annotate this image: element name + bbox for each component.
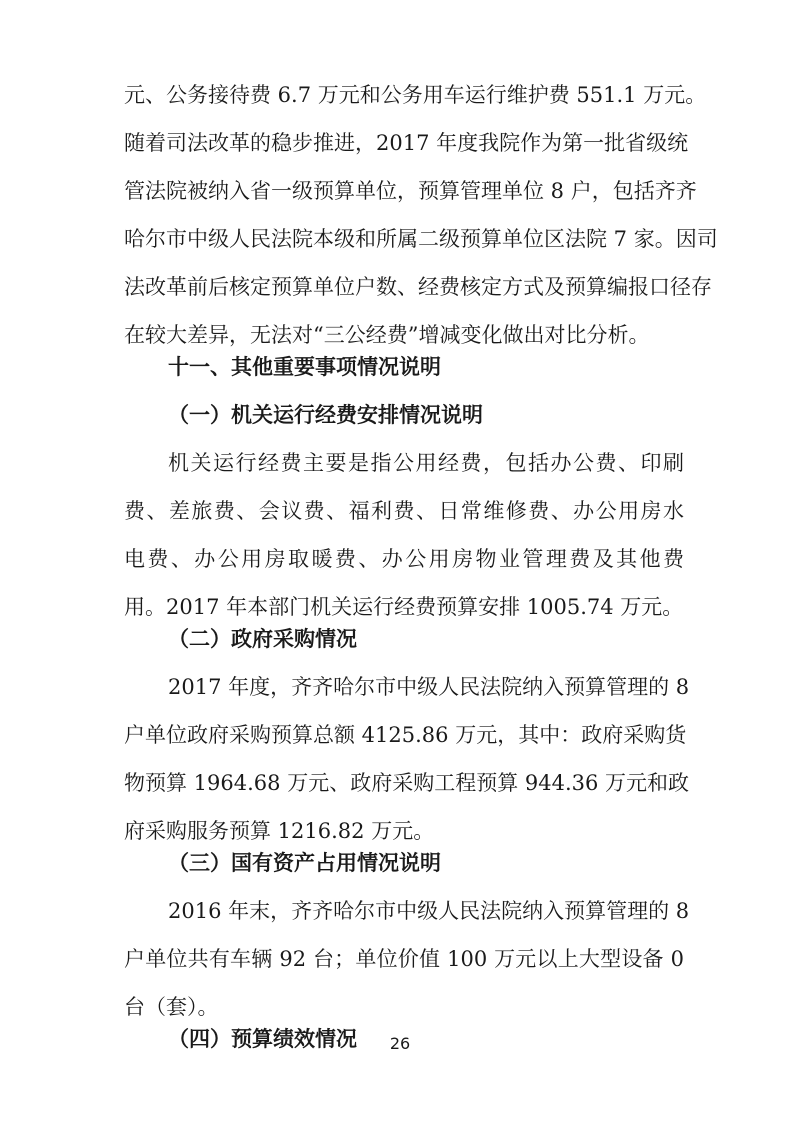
subsection-heading: （三）国有资产占用情况说明 xyxy=(168,851,441,875)
paragraph-line: 户单位共有车辆 92 台；单位价值 100 万元以上大型设备 0 xyxy=(124,947,684,971)
paragraph-line: 费、差旅费、会议费、福利费、日常维修费、办公用房水 xyxy=(124,499,684,523)
paragraph-line: 法改革前后核定预算单位户数、经费核定方式及预算编报口径存 xyxy=(124,275,712,299)
paragraph-line: 随着司法改革的稳步推进，2017 年度我院作为第一批省级统 xyxy=(124,131,689,155)
section-heading: 十一、其他重要事项情况说明 xyxy=(168,355,441,379)
paragraph-line: 电费、办公用房取暖费、办公用房物业管理费及其他费 xyxy=(124,547,684,571)
subsection-heading: （四）预算绩效情况 xyxy=(168,1027,357,1051)
paragraph-line: 哈尔市中级人民法院本级和所属二级预算单位区法院 7 家。因司 xyxy=(124,227,718,251)
paragraph-line: 台（套）。 xyxy=(124,995,219,1019)
paragraph-line: 物预算 1964.68 万元、政府采购工程预算 944.36 万元和政 xyxy=(124,771,690,795)
subsection-heading: （二）政府采购情况 xyxy=(168,627,357,651)
paragraph-line: 机关运行经费主要是指公用经费，包括办公费、印刷 xyxy=(168,451,684,475)
paragraph-line: 管法院被纳入省一级预算单位，预算管理单位 8 户，包括齐齐 xyxy=(124,179,697,203)
paragraph-line: 元、公务接待费 6.7 万元和公务用车运行维护费 551.1 万元。 xyxy=(124,83,707,107)
paragraph-line: 户单位政府采购预算总额 4125.86 万元，其中：政府采购货 xyxy=(124,723,687,747)
subsection-heading: （一）机关运行经费安排情况说明 xyxy=(168,403,483,427)
page-number: 26 xyxy=(389,1034,411,1053)
paragraph-line: 用。2017 年本部门机关运行经费预算安排 1005.74 万元。 xyxy=(124,595,684,619)
paragraph-line: 2016 年末，齐齐哈尔市中级人民法院纳入预算管理的 8 xyxy=(168,899,690,923)
paragraph-line: 府采购服务预算 1216.82 万元。 xyxy=(124,819,435,843)
paragraph-line: 在较大差异，无法对“三公经费”增减变化做出对比分析。 xyxy=(124,323,650,347)
paragraph-line: 2017 年度，齐齐哈尔市中级人民法院纳入预算管理的 8 xyxy=(168,675,690,699)
